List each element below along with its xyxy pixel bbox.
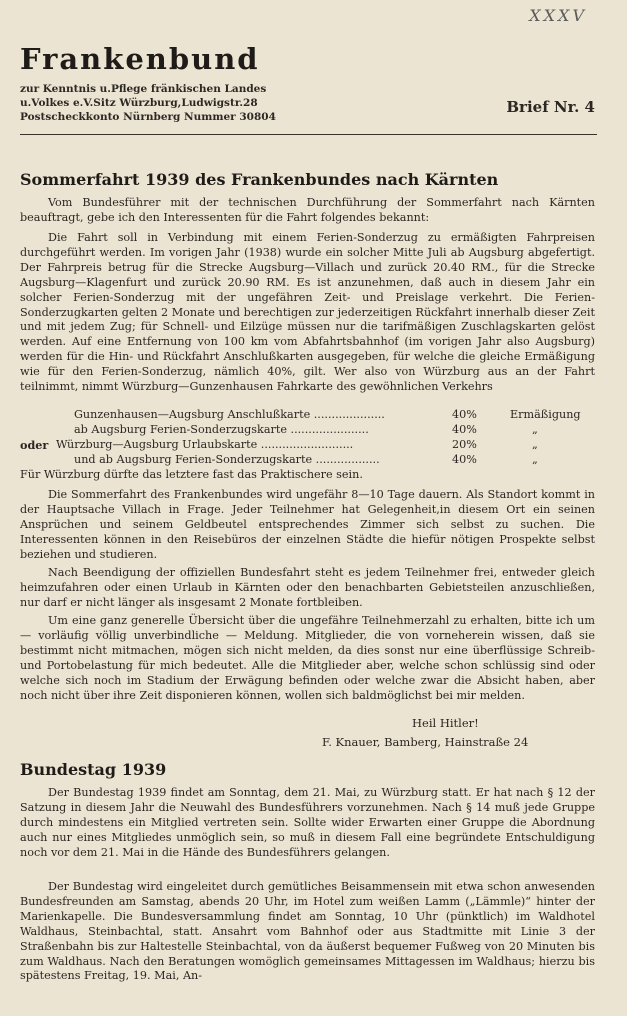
fare-percent: 40% [452,422,477,436]
paragraph-fahrt: Die Fahrt soll in Verbindung mit einem Ferien-Sonderzug zu ermäßigten Fahrpreisen durchgeführt werden. Im vorigen Jahr (1938) wurde ein solcher Mitte Juli ab Augsburg abgefertigt. Der Fahrpreis betrug für die Strecke Augsburg—Villach und zurück 20.40 RM., für die Strecke Augsburg—Klagenfurt und zurück 20.90 RM. Es ist anzunehmen, daß auch in diesem Jahr ein solcher Ferien-Sonderzug mit der ungefähren Zeit- und Preislage verkehrt. Die Ferien-Sonderzugkarten gelten 2 Monate und berechtigen zur jederzeitigen Rückfahrt innerhalb dieser Zeit und mit jedem Zug; für Schnell- und Eilzüge müssen nur die tarifmäßigen Zuschlagskarten gelöst werden. Auf eine Entfernung von 100 km vom Abfahrtsbahnhof (im vorigen Jahr also Augsburg) werden für die Hin- und Rückfahrt Anschlußkarten ausgegeben, für welche die gleiche Ermäßigung wie für den Ferien-Sonderzug, nämlich 40%, gilt. Wer also von Würzburg aus an der Fahrt teilnimmt, nimmt Würzburg—Gunzenhausen Fahrkarte des gewöhnlichen Verkehrs [20,231,595,394]
paragraph-meldung: Um eine ganz generelle Übersicht über die ungefähre Teilnehmerzahl zu erhalten, bitte ich um — vorläufig völlig unverbindliche — Meldung. Mitglieder, die von vorneherein wissen, daß sie bestimmt nicht mitmachen, mögen sich nicht melden, da dies sonst nur eine überflüssige Schreib- und Portobelastung für mich bedeutet. Alle die Mitglieder aber, welche schon schlüssig sind oder welche sich noch im Stadium der Erwägung befinden oder welche zwar die Absicht haben, aber noch nicht über ihre Zeit disponieren können, wollen sich baldmöglichst bei mir melden. [20,614,595,702]
paragraph-programm: Der Bundestag wird eingeleitet durch gemütliches Beisammensein mit etwa schon anwesenden Bundesfreunden am Samstag, abends 20 Uhr, im Hotel zum weißen Lamm („Lämmle)“ hinter der Marienkapelle. Die Bundesversammlung findet am Sonntag, 10 Uhr (pünktlich) im Waldhotel Waldhaus, Steinbachtal, statt. Ansahrt vom Bahnhof oder aus Stadtmitte mit Linie 3 der Straßenbahn bis zur Haltestelle Steinbachtal, von da äußerst bequemer Fußweg von 20 Minuten bis zum Waldhaus. Nach den Beratungen womöglich gemeinsames Mittagessen im Waldhaus; hierzu bis spätestens Freitag, 19. Mai, An- [20,880,595,983]
fare-note: Ermäßigung [510,408,581,421]
paragraph-bundestag: Der Bundestag 1939 findet am Sonntag, dem 21. Mai, zu Würzburg statt. Er hat nach § 12 der Satzung in diesem Jahr die Neuwahl des Bundesführers vorzunehmen. Nach § 14 muß jede Gruppe durch mindestens ein Mitglied vertreten sein. Sollte wider Erwarten einer Gruppe die Abordnung auch nur eines Mitgliedes unmöglich sein, so muß in diesem Fall eine begründete Entschuldigung noch vor dem 21. Mai in die Hände des Bundesführers gelangen. [20,786,595,859]
masthead-line-2: u.Volkes e.V.Sitz Würzburg,Ludwigstr.28 [20,97,258,109]
masthead-address [20,82,276,124]
fare-row [20,408,580,423]
masthead-title: Frankenbund [20,42,260,76]
fare-row [20,423,580,438]
intro-paragraph: Vom Bundesführer mit der technischen Durchführung der Sommerfahrt nach Kärnten beauftragt, gebe ich den Interessenten für die Fahrt folgendes bekannt: [20,196,595,224]
fare-table [20,408,580,468]
fare-conclusion: Für Würzburg dürfte das letztere fast das Praktischere sein. [20,468,363,481]
fare-percent: 20% [452,437,477,451]
section-title-bundestag: Bundestag 1939 [20,760,167,779]
letter-number: Brief Nr. 4 [506,98,595,116]
signature: F. Knauer, Bamberg, Hainstraße 24 [322,735,529,749]
archive-mark: XXXV [529,6,587,25]
fare-route: ab Augsburg Ferien-Sonderzugskarte ...................... [74,422,369,436]
fare-percent: 40% [452,452,477,466]
fare-note: „ [532,422,538,436]
paragraph-dauer: Die Sommerfahrt des Frankenbundes wird ungefähr 8—10 Tage dauern. Als Standort kommt in der Hauptsache Villach in Frage. Jeder Teilnehmer hat Gelegenheit,in diesem Ort ein seinen Ansprüchen und seinem Geldbeutel entsprechendes Zimmer sich selbst zu suchen. Die Interessenten können in den Reisebüros der einzelnen Städte die hiefür nötigen Prospekte selbst beziehen und studieren. [20,488,595,561]
paragraph-urlaub: Nach Beendigung der offiziellen Bundesfahrt steht es jedem Teilnehmer frei, entweder gleich heimzufahren oder einen Urlaub in Kärnten oder den benachbarten Gebietsteilen anzuschließen, nur darf er nicht länger als insgesamt 2 Monate fortbleiben. [20,566,595,609]
fare-row [20,453,580,468]
fare-route: Gunzenhausen—Augsburg Anschlußkarte .................... [74,408,385,421]
fare-row [20,438,580,453]
masthead-line-3: Postscheckkonto Nürnberg Nummer 30804 [20,111,276,123]
masthead-line-1: zur Kenntnis u.Pflege fränkischen Landes [20,83,267,95]
fare-route: Würzburg—Augsburg Urlaubskarte .......................... [56,437,354,451]
fare-percent: 40% [452,408,477,421]
fare-note: „ [532,437,538,451]
header-divider [20,134,597,135]
section-title-sommerfahrt: Sommerfahrt 1939 des Frankenbundes nach Kärnten [20,170,499,189]
fare-prefix-oder: oder [20,437,49,452]
fare-route: und ab Augsburg Ferien-Sonderzugskarte .................. [74,452,380,466]
fare-note: „ [532,452,538,466]
greeting: Heil Hitler! [412,716,479,730]
